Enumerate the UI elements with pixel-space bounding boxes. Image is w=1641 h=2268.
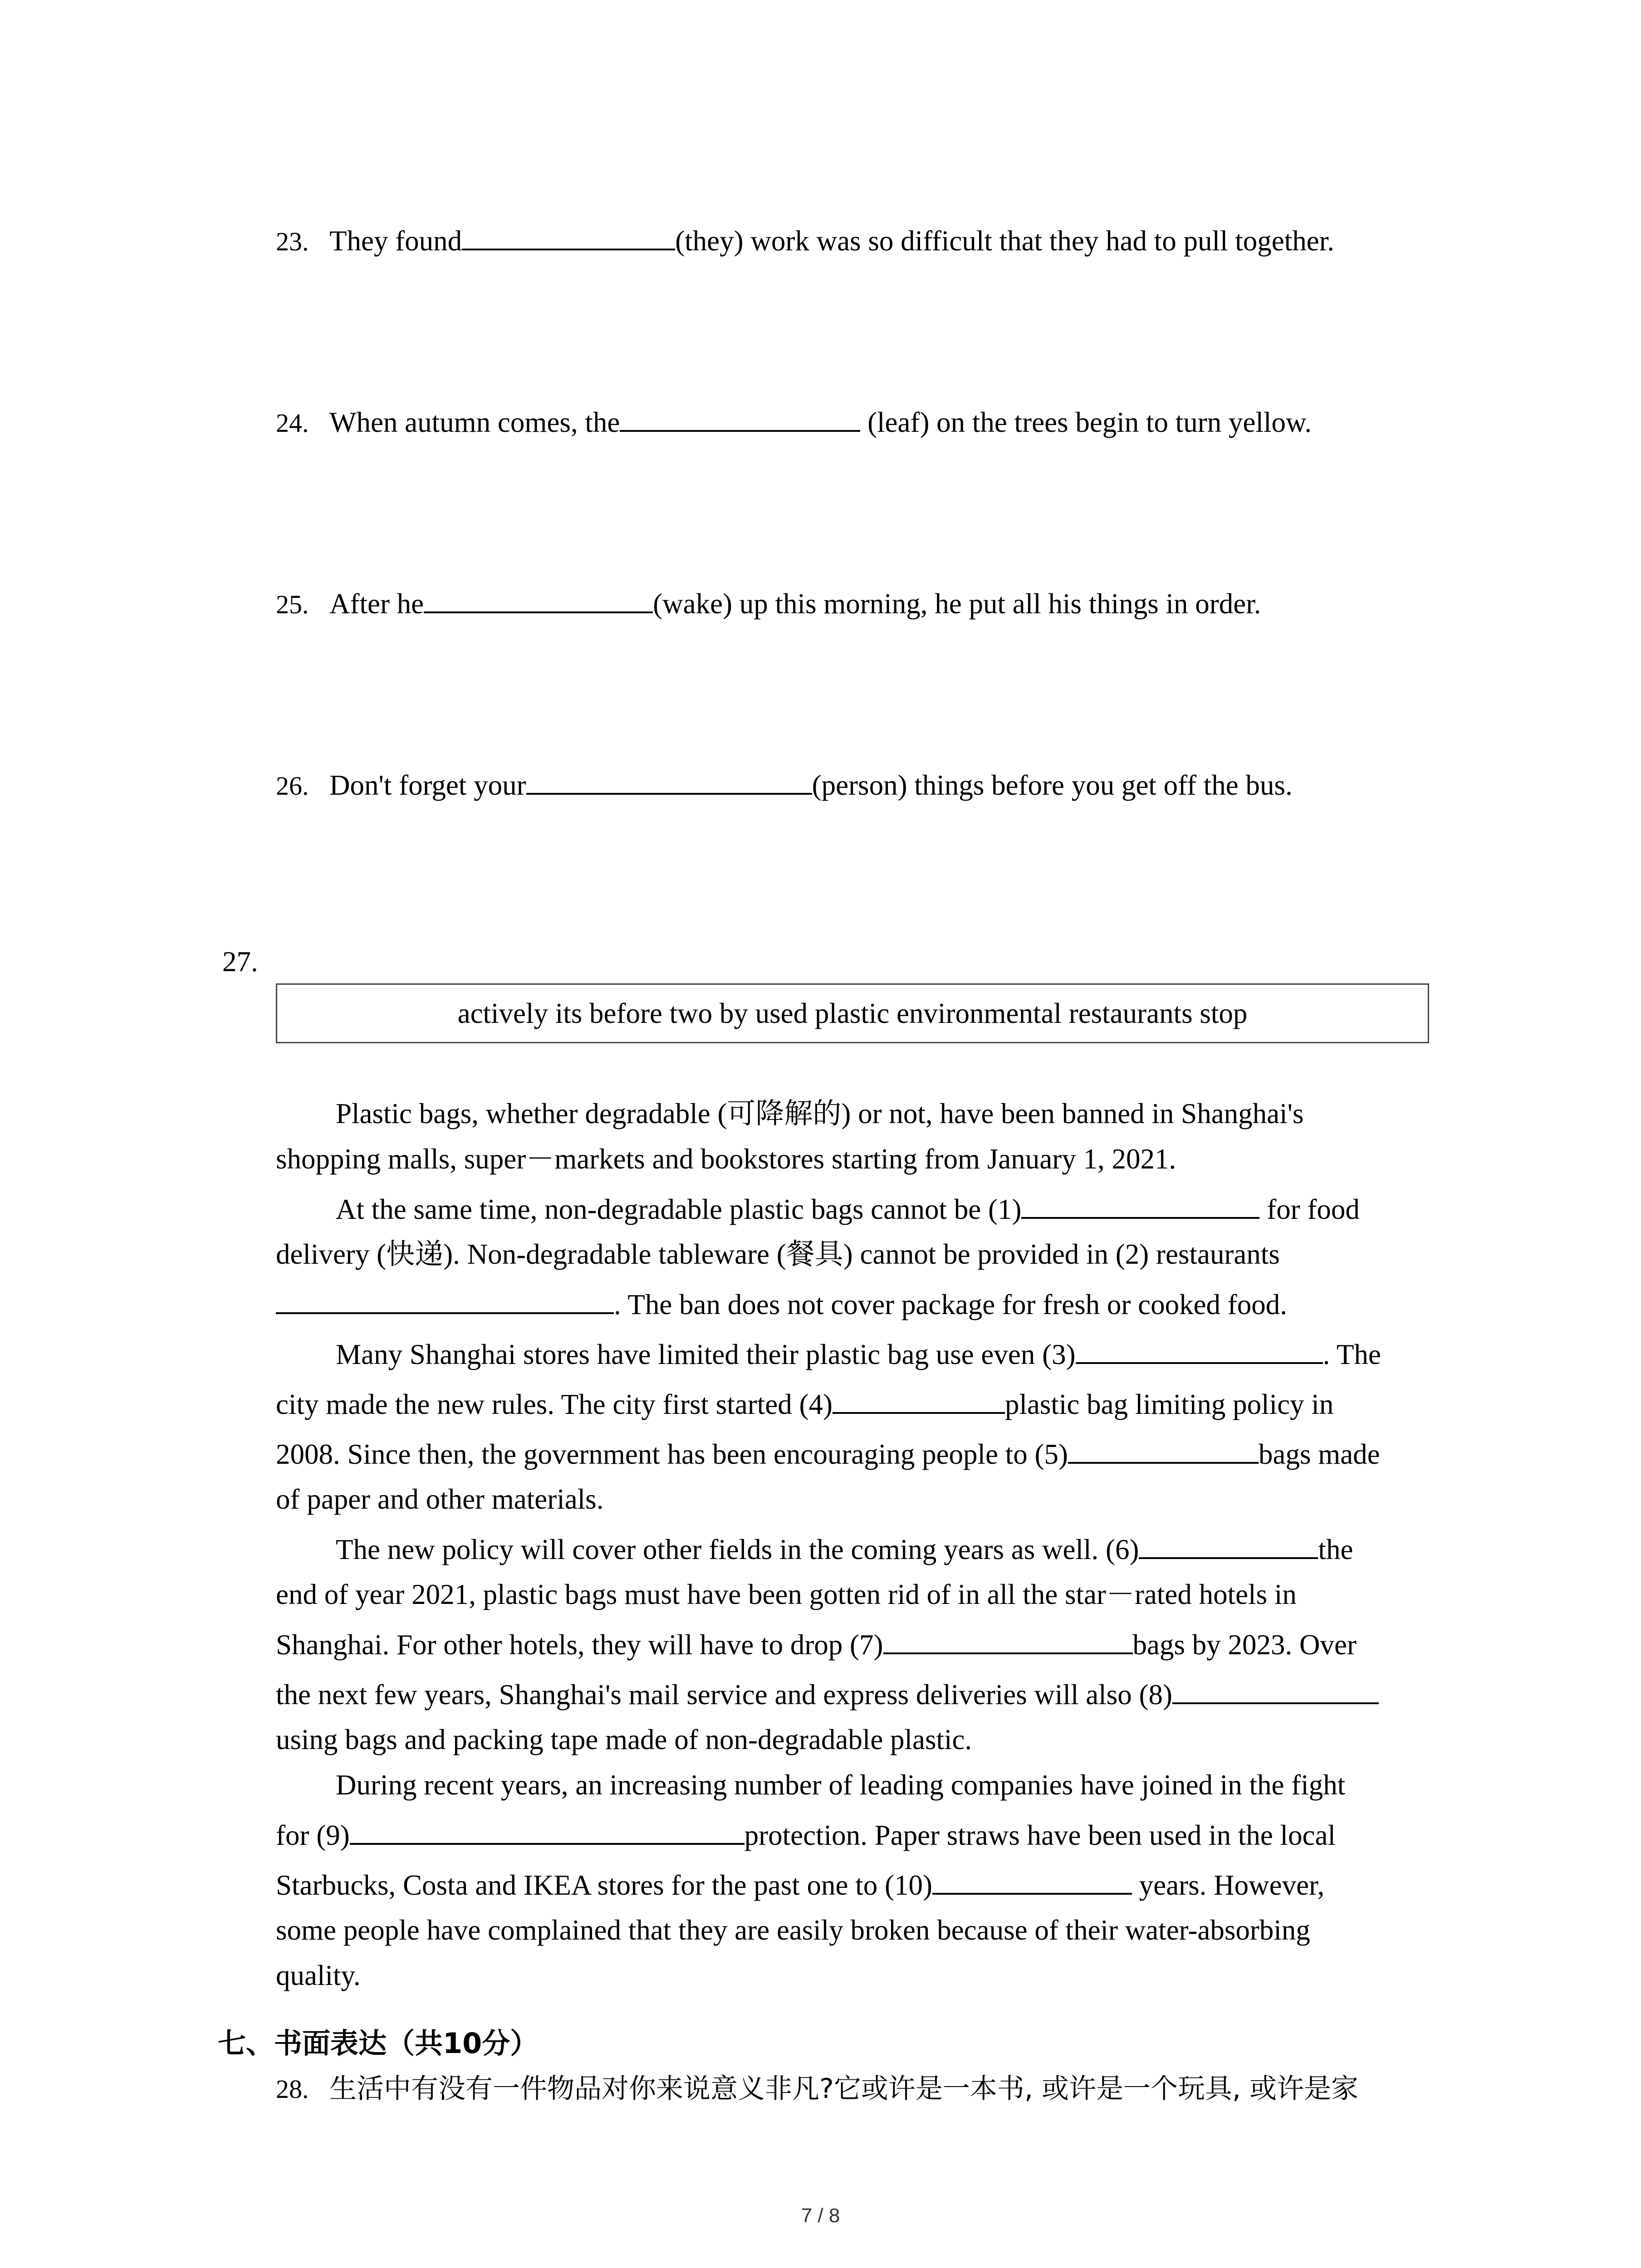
passage-text: bags by 2023. Over xyxy=(1132,1629,1357,1661)
passage-text: the next few years, Shanghai's mail service and express deliveries will also (8) xyxy=(276,1679,1172,1711)
passage-line: of paper and other materials. xyxy=(276,1483,604,1515)
question-number: 23. xyxy=(276,227,309,256)
question-25 xyxy=(276,585,1261,623)
question-28 xyxy=(276,2071,1358,2107)
passage-line xyxy=(276,1386,1333,1422)
passage-text: years. However, xyxy=(1132,1869,1325,1901)
question-27-number xyxy=(222,943,258,980)
passage-text: 2008. Since then, the government has been encouraging people to (5) xyxy=(276,1438,1068,1470)
answer-blank-8[interactable] xyxy=(1172,1676,1379,1704)
passage-text: plastic bag limiting policy in xyxy=(1004,1388,1334,1420)
question-number: 25. xyxy=(276,590,309,619)
question-text-before: Don't forget your xyxy=(329,769,526,801)
answer-blank-2[interactable] xyxy=(276,1286,614,1314)
passage-line: end of year 2021, plastic bags must have been gotten rid of in all the star－rated hotels in xyxy=(276,1579,1297,1610)
answer-blank-5[interactable] xyxy=(1068,1436,1259,1464)
passage-text: The new policy will cover other fields in the coming years as well. (6) xyxy=(336,1534,1139,1565)
answer-blank-9[interactable] xyxy=(350,1817,745,1845)
answer-blank-10[interactable] xyxy=(932,1867,1132,1895)
question-number: 28. xyxy=(276,2074,309,2104)
passage-text: . The ban does not cover package for fresh or cooked food. xyxy=(614,1289,1288,1320)
answer-blank-7[interactable] xyxy=(883,1626,1133,1654)
question-text-before: They found xyxy=(329,225,462,257)
question-26 xyxy=(276,767,1293,804)
passage-text: bags made xyxy=(1258,1438,1380,1470)
passage-text: protection. Paper straws have been used in the local xyxy=(744,1819,1336,1851)
passage-line xyxy=(276,1676,1379,1713)
section-title: 七、书面表达（共10分） xyxy=(218,2027,539,2060)
page-number: 7 / 8 xyxy=(801,2204,840,2227)
question-number: 27. xyxy=(222,946,258,978)
passage-line xyxy=(336,1531,1353,1568)
passage-line: delivery (快递). Non-degradable tableware (餐具) cannot be provided in (2) restaurants xyxy=(276,1238,1280,1270)
passage-text: Starbucks, Costa and IKEA stores for the past one to (10) xyxy=(276,1869,932,1901)
question-text-before: When autumn comes, the xyxy=(329,406,620,438)
passage-line: Plastic bags, whether degradable (可降解的) or not, have been banned in Shanghai's xyxy=(336,1098,1304,1129)
passage-text: . The xyxy=(1323,1339,1381,1370)
question-text-after: (person) things before you get off the bus. xyxy=(812,769,1293,801)
question-text: 生活中有没有一件物品对你来说意义非凡?它或许是一本书, 或许是一个玩具, 或许是家 xyxy=(329,2073,1359,2105)
answer-blank[interactable] xyxy=(462,222,675,250)
passage-line: During recent years, an increasing number of leading companies have joined in the fight xyxy=(336,1769,1346,1801)
passage-line xyxy=(276,1436,1380,1472)
passage-line xyxy=(276,1867,1324,1903)
question-number: 24. xyxy=(276,408,309,438)
passage-text: for (9) xyxy=(276,1819,350,1851)
answer-blank[interactable] xyxy=(620,404,860,432)
word-bank-box xyxy=(276,983,1429,1043)
passage-line xyxy=(276,1286,1287,1323)
passage-text: city made the new rules. The city first started (4) xyxy=(276,1388,833,1420)
passage-text: Shanghai. For other hotels, they will have to drop (7) xyxy=(276,1629,883,1661)
question-text-after: (leaf) on the trees begin to turn yellow. xyxy=(860,406,1312,438)
passage-line: quality. xyxy=(276,1960,361,1991)
passage-line: using bags and packing tape made of non-degradable plastic. xyxy=(276,1724,972,1755)
question-text-after: (wake) up this morning, he put all his things in order. xyxy=(653,588,1261,620)
passage-text: Many Shanghai stores have limited their plastic bag use even (3) xyxy=(336,1339,1076,1370)
passage-line: shopping malls, super－markets and bookstores starting from January 1, 2021. xyxy=(276,1143,1176,1175)
answer-blank-1[interactable] xyxy=(1021,1191,1259,1219)
answer-blank-3[interactable] xyxy=(1076,1336,1323,1364)
answer-blank-6[interactable] xyxy=(1139,1531,1318,1559)
passage-text: the xyxy=(1318,1534,1353,1565)
answer-blank-4[interactable] xyxy=(833,1386,1005,1414)
passage-line xyxy=(336,1336,1381,1373)
question-24 xyxy=(276,404,1312,441)
question-number: 26. xyxy=(276,771,309,801)
passage-line xyxy=(276,1626,1357,1663)
passage-text: At the same time, non-degradable plastic bags cannot be (1) xyxy=(336,1193,1022,1225)
answer-blank[interactable] xyxy=(526,767,812,795)
question-text-before: After he xyxy=(329,588,424,620)
passage-line xyxy=(276,1817,1336,1853)
answer-blank[interactable] xyxy=(424,585,653,613)
passage-line xyxy=(336,1191,1360,1227)
question-text-after: (they) work was so difficult that they had to pull together. xyxy=(675,225,1334,257)
word-bank-text: actively its before two by used plastic environmental restaurants stop xyxy=(457,997,1248,1029)
passage-text: for food xyxy=(1259,1193,1360,1225)
question-23 xyxy=(276,222,1334,260)
passage-line: some people have complained that they are easily broken because of their water-absorbing xyxy=(276,1914,1310,1946)
